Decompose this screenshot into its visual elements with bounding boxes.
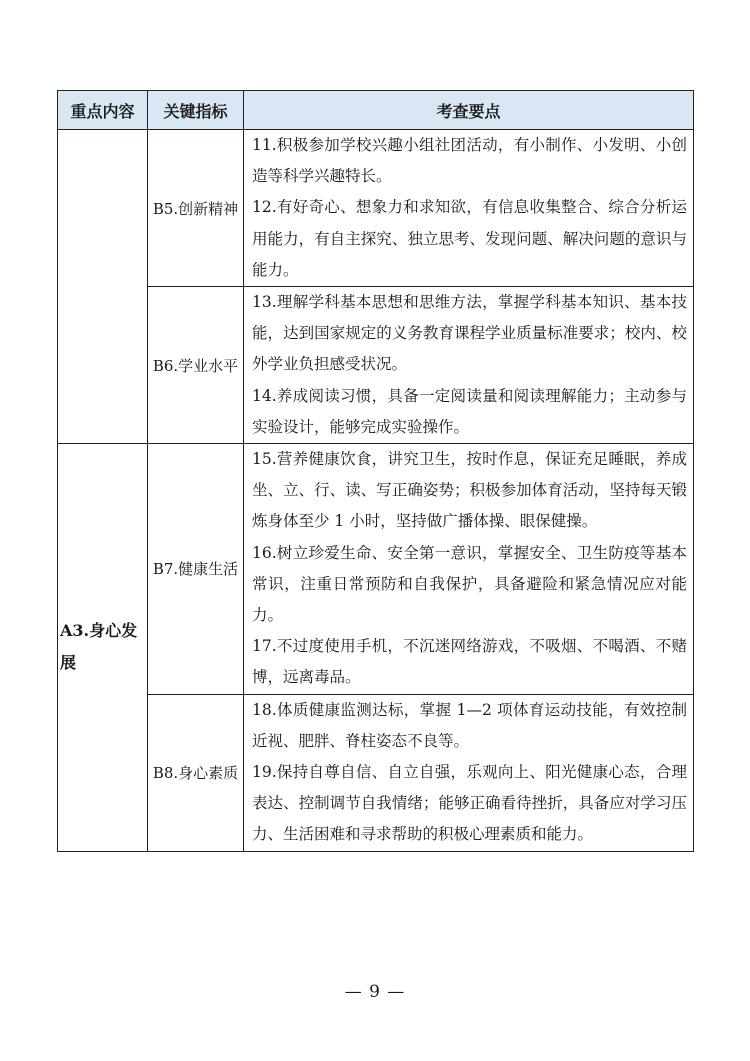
- indicator-b5: B5.创新精神: [148, 130, 244, 287]
- check-point-12: 12.有好奇心、想象力和求知欲，有信息收集整合、综合分析运用能力，有自主探究、独立思考、发现问题、解决问题的意识与能力。: [252, 198, 687, 279]
- table-row-b6: [58, 287, 694, 444]
- indicator-b6: B6.学业水平: [148, 287, 244, 444]
- check-points-b5: [244, 130, 694, 287]
- check-point-16: 16.树立珍爱生命、安全第一意识，掌握安全、卫生防疫等基本常识，注重日常预防和自我保护，具备避险和紧急情况应对能力。: [252, 543, 687, 625]
- indicator-b8: B8.身心素质: [148, 694, 244, 851]
- indicator-b7: B7.健康生活: [148, 444, 244, 695]
- check-points-b8: [244, 694, 694, 851]
- key-content-a3: A3.身心发展: [58, 444, 148, 852]
- header-key-indicator: 关键指标: [148, 91, 244, 130]
- key-content-cell-continued: [58, 130, 148, 444]
- check-point-17: 17.不过度使用手机，不沉迷网络游戏，不吸烟、不喝酒、不赌博，远离毒品。: [252, 637, 687, 687]
- table-row-b8: [58, 694, 694, 851]
- check-points-b7: [244, 444, 694, 695]
- check-point-19: 19.保持自尊自信、自立自强，乐观向上、阳光健康心态，合理表达、控制调节自我情绪；能够正确看待挫折，具备应对学习压力、生活困难和寻求帮助的积极心理素质和能力。: [252, 763, 687, 844]
- check-point-14: 14.养成阅读习惯，具备一定阅读量和阅读理解能力；主动参与实验设计，能够完成实验操作。: [252, 386, 687, 436]
- table-row-b5: [58, 130, 694, 287]
- check-point-13: 13.理解学科基本思想和思维方法，掌握学科基本知识、基本技能，达到国家规定的义务教育课程学业质量标准要求；校内、校外学业负担感受状况。: [252, 293, 687, 374]
- header-key-content: 重点内容: [58, 91, 148, 130]
- page-number: — 9 —: [344, 982, 406, 1002]
- check-point-18: 18.体质健康监测达标，掌握 1—2 项体育运动技能，有效控制近视、肥胖、脊柱姿态不良等。: [252, 700, 687, 750]
- check-point-15: 15.营养健康饮食，讲究卫生，按时作息，保证充足睡眠，养成坐、立、行、读、写正确姿势；积极参加体育活动，坚持每天锻炼身体至少 1 小时，坚持做广播体操、眼保健操。: [252, 450, 687, 531]
- check-point-11: 11.积极参加学校兴趣小组社团活动，有小制作、小发明、小创造等科学兴趣特长。: [252, 136, 687, 186]
- evaluation-table: [57, 90, 694, 852]
- check-points-b6: [244, 287, 694, 444]
- table-row-b7: [58, 444, 694, 695]
- header-check-points: 考查要点: [244, 91, 694, 130]
- table-header-row: [58, 91, 694, 130]
